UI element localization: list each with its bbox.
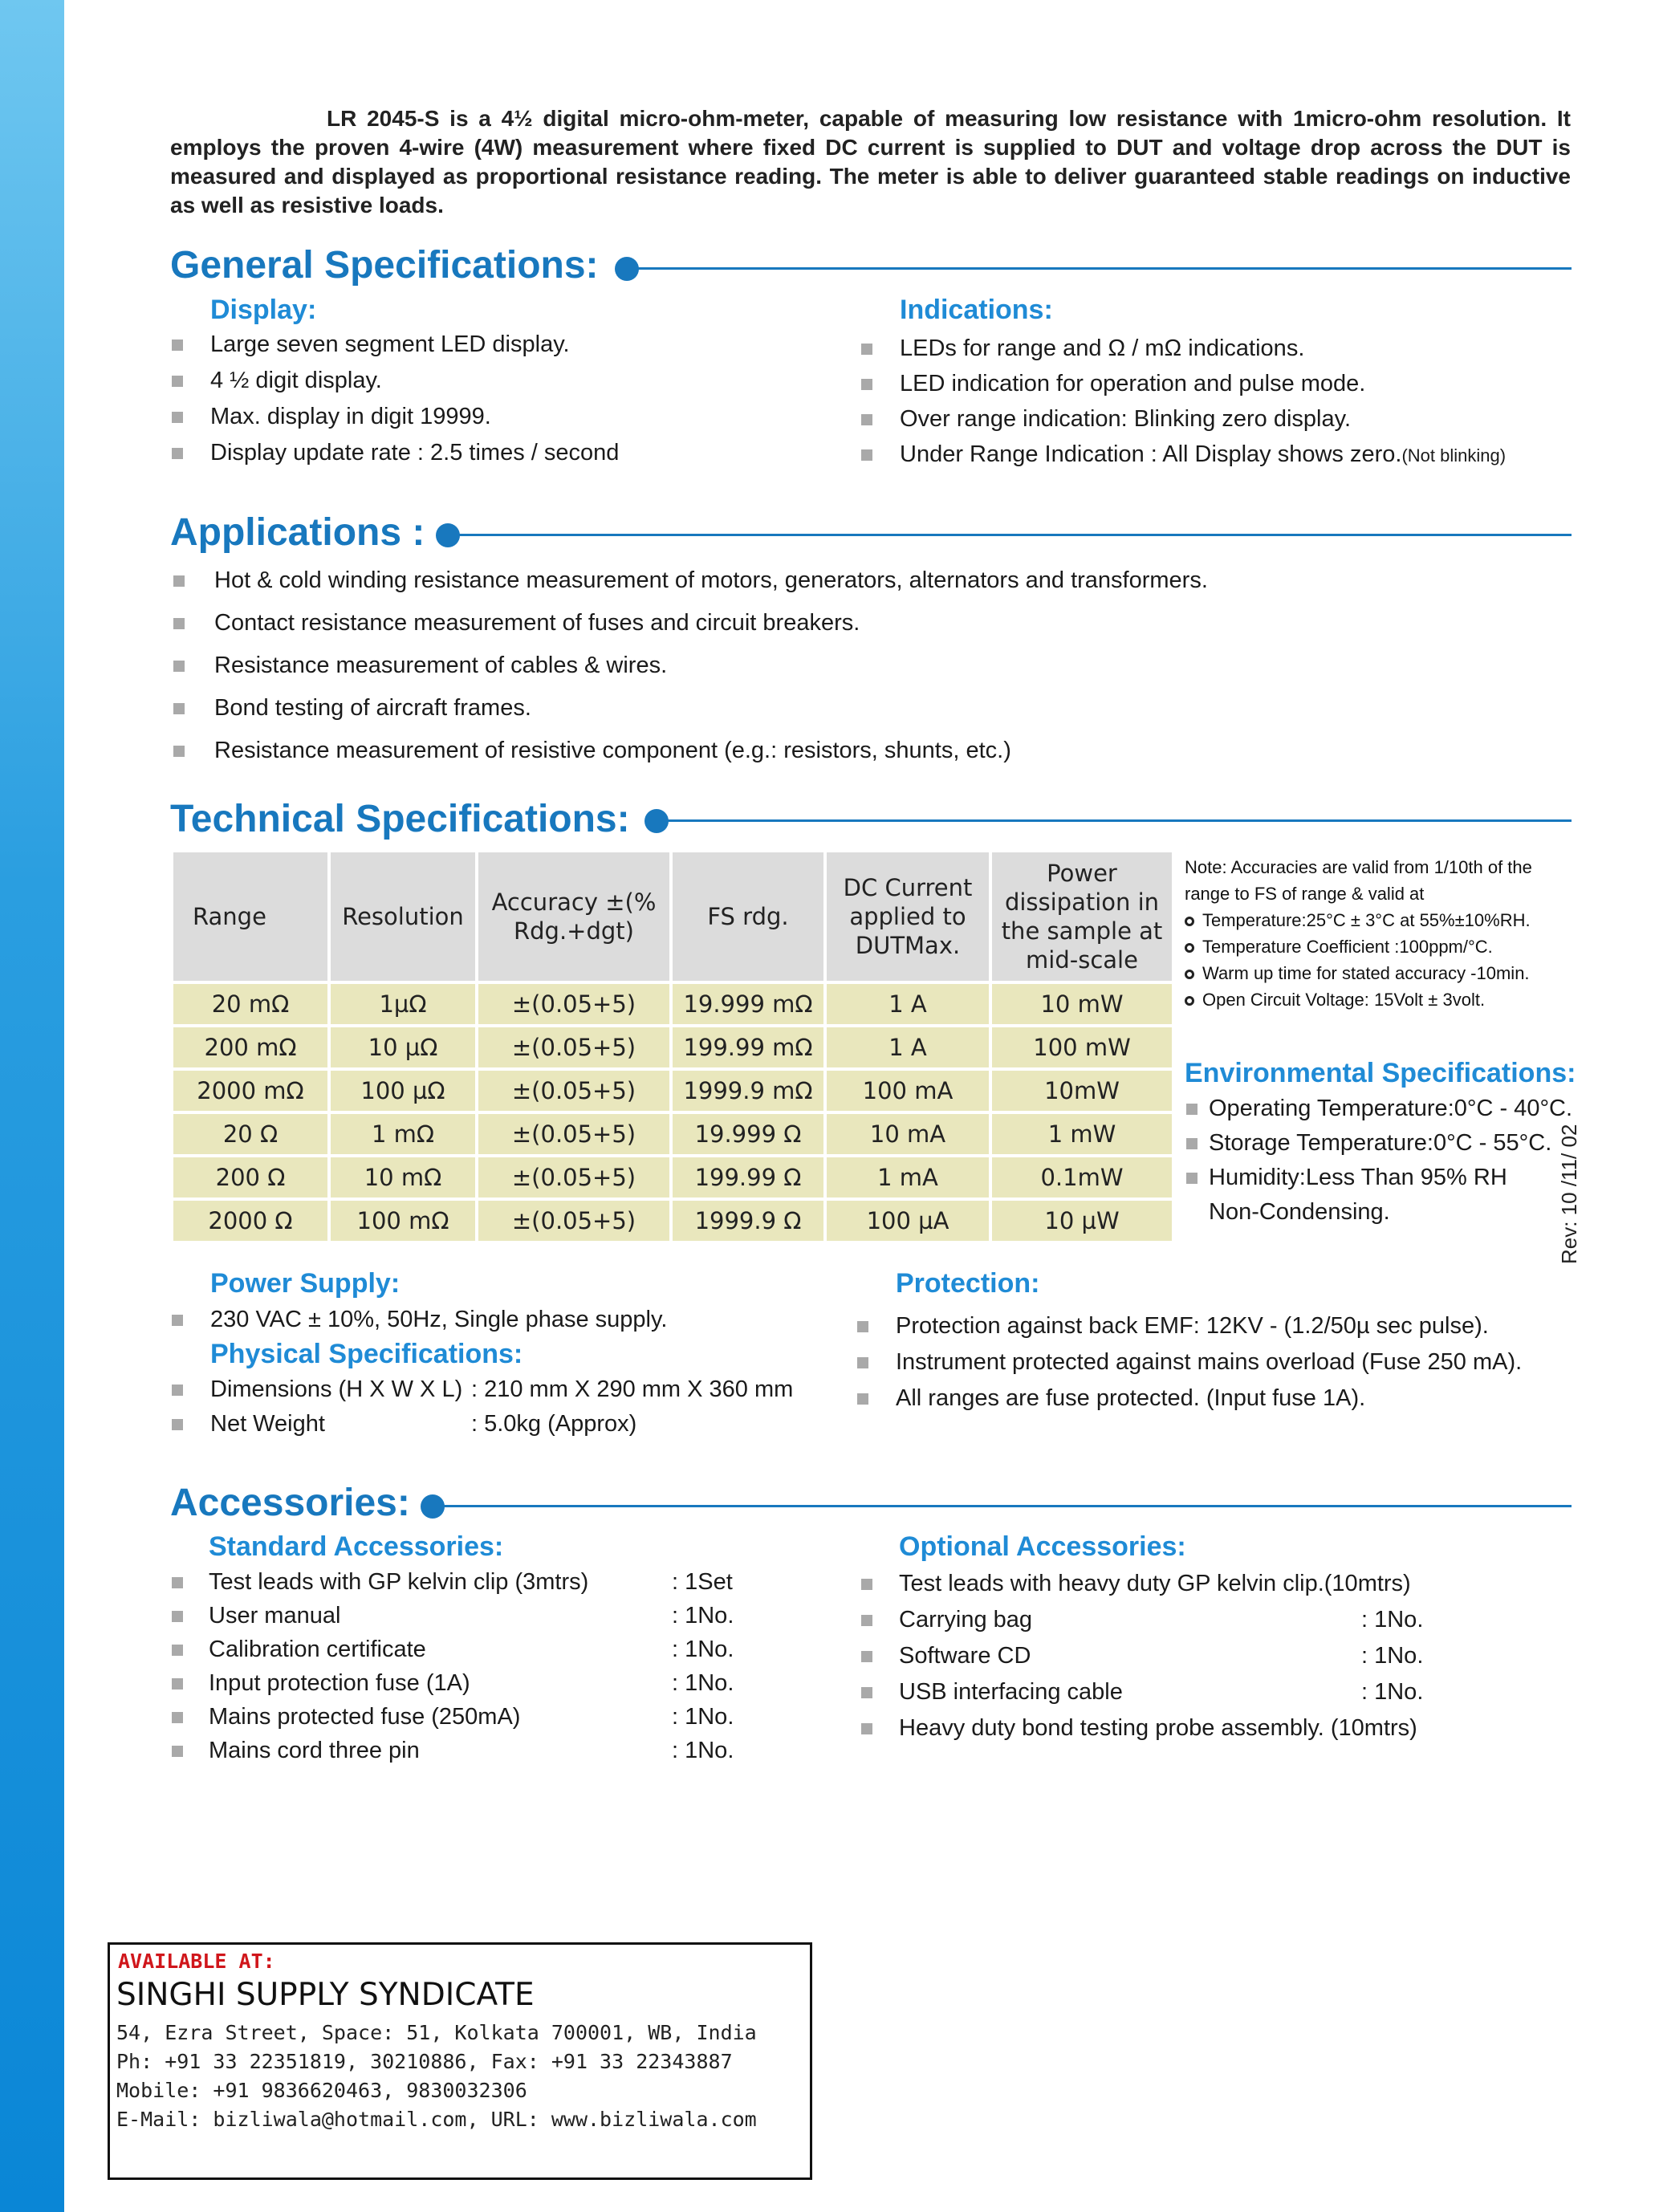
- note-item: Temperature Coefficient :100ppm/°C.: [1185, 937, 1493, 958]
- table-cell: ±(0.05+5): [478, 1201, 669, 1241]
- table-cell: 1999.9 mΩ: [673, 1071, 823, 1111]
- accuracy-note-line2: range to FS of range & valid at: [1185, 884, 1425, 904]
- table-row: [173, 1157, 1172, 1197]
- protection-subtitle: Protection:: [896, 1268, 1040, 1299]
- square-bullet-icon: [172, 1577, 183, 1588]
- table-cell: 10 mW: [992, 984, 1172, 1024]
- table-cell: 100 mA: [827, 1071, 989, 1111]
- square-bullet-icon: [172, 1315, 183, 1326]
- intro-paragraph: LR 2045-S is a 4½ digital micro-ohm-meter, capable of measuring low resistance with 1micro-ohm resolution. It employs the proven 4-wire (4W) measurement where fixed DC current is supplied to DUT and voltage drop across the DUT is measured and displayed as proportional resistance reading. The meter is able to deliver guaranteed stable readings on inductive as well as resistive loads.: [170, 106, 1571, 218]
- square-bullet-icon: [172, 1385, 183, 1396]
- square-bullet-icon: [172, 1712, 183, 1723]
- square-bullet-icon: [172, 1678, 183, 1689]
- square-bullet-icon: [172, 376, 183, 387]
- square-bullet-icon: [861, 344, 872, 355]
- optional-accessories-subtitle: Optional Accessories:: [899, 1531, 1186, 1562]
- general-specifications-title: General Specifications:: [170, 244, 599, 287]
- note-item: Temperature:25°C ± 3°C at 55%±10%RH.: [1185, 910, 1531, 931]
- square-bullet-icon: [173, 575, 185, 587]
- table-cell: 0.1mW: [992, 1157, 1172, 1197]
- accessories-title: Accessories:: [170, 1482, 410, 1524]
- circle-bullet-icon: [1185, 996, 1194, 1006]
- square-bullet-icon: [861, 1723, 872, 1734]
- available-at-label: AVAILABLE AT:: [118, 1950, 275, 1973]
- table-cell: 1µΩ: [331, 984, 475, 1024]
- note-item: Warm up time for stated accuracy -10min.: [1185, 963, 1530, 984]
- table-cell: 1999.9 Ω: [673, 1201, 823, 1241]
- left-decorative-bar: [0, 0, 64, 2212]
- physical-subtitle: Physical Specifications:: [210, 1339, 523, 1369]
- table-cell: 2000 mΩ: [173, 1071, 327, 1111]
- table-row: [173, 1114, 1172, 1154]
- revision-label: Rev: 10 /11/ 02: [1557, 1124, 1581, 1264]
- table-cell: ±(0.05+5): [478, 1027, 669, 1067]
- table-cell: 1 mA: [827, 1157, 989, 1197]
- square-bullet-icon: [857, 1321, 868, 1332]
- circle-bullet-icon: [1185, 943, 1194, 953]
- display-subtitle: Display:: [210, 295, 317, 325]
- table-cell: 100 mW: [992, 1027, 1172, 1067]
- circle-bullet-icon: [1185, 917, 1194, 926]
- applications-title: Applications :: [170, 511, 425, 554]
- table-cell: 100 mΩ: [331, 1201, 475, 1241]
- table-cell: 10 µW: [992, 1201, 1172, 1241]
- table-cell: 100 µΩ: [331, 1071, 475, 1111]
- square-bullet-icon: [857, 1393, 868, 1405]
- dealer-address: 54, Ezra Street, Space: 51, Kolkata 700001, WB, India: [116, 2021, 757, 2044]
- note-item: Open Circuit Voltage: 15Volt ± 3volt.: [1185, 990, 1485, 1010]
- indications-subtitle: Indications:: [900, 295, 1053, 325]
- accuracy-note-line1: Note: Accuracies are valid from 1/10th of the: [1185, 857, 1532, 877]
- table-cell: 1 mW: [992, 1114, 1172, 1154]
- square-bullet-icon: [861, 1579, 872, 1590]
- square-bullet-icon: [1186, 1138, 1197, 1149]
- header-fs-rdg: FS rdg.: [673, 852, 823, 981]
- dealer-box: [108, 1942, 812, 2180]
- header-range: Range: [173, 852, 327, 981]
- technical-specifications-title: Technical Specifications:: [170, 798, 630, 840]
- table-cell: 10 mA: [827, 1114, 989, 1154]
- table-cell: 10 mΩ: [331, 1157, 475, 1197]
- table-cell: 19.999 mΩ: [673, 984, 823, 1024]
- table-row: [173, 1027, 1172, 1067]
- table-cell: 199.99 Ω: [673, 1157, 823, 1197]
- square-bullet-icon: [1186, 1104, 1197, 1115]
- table-cell: 100 µA: [827, 1201, 989, 1241]
- header-power-dissipation: Power dissipation in the sample at mid-scale: [992, 852, 1172, 981]
- table-cell: 20 Ω: [173, 1114, 327, 1154]
- header-resolution: Resolution: [331, 852, 475, 981]
- table-cell: 20 mΩ: [173, 984, 327, 1024]
- table-cell: 19.999 Ω: [673, 1114, 823, 1154]
- square-bullet-icon: [861, 414, 872, 425]
- table-cell: 10mW: [992, 1071, 1172, 1111]
- square-bullet-icon: [172, 448, 183, 459]
- table-cell: 2000 Ω: [173, 1201, 327, 1241]
- technical-spec-table: [170, 849, 1175, 1244]
- dealer-email: E-Mail: bizliwala@hotmail.com, URL: www.bizliwala.com: [116, 2108, 757, 2131]
- dealer-phone: Ph: +91 33 22351819, 30210886, Fax: +91 33 22343887: [116, 2050, 733, 2073]
- square-bullet-icon: [173, 746, 185, 757]
- square-bullet-icon: [172, 1746, 183, 1757]
- square-bullet-icon: [172, 412, 183, 423]
- header-dc-current: DC Current applied to DUTMax.: [827, 852, 989, 981]
- table-cell: ±(0.05+5): [478, 984, 669, 1024]
- header-accuracy: Accuracy ±(% Rdg.+dgt): [478, 852, 669, 981]
- square-bullet-icon: [172, 1645, 183, 1656]
- section-rule: [634, 267, 1572, 270]
- table-row: [173, 984, 1172, 1024]
- square-bullet-icon: [172, 340, 183, 351]
- table-cell: 1 A: [827, 984, 989, 1024]
- square-bullet-icon: [861, 1615, 872, 1626]
- standard-accessories-subtitle: Standard Accessories:: [209, 1531, 504, 1562]
- square-bullet-icon: [173, 618, 185, 629]
- square-bullet-icon: [172, 1611, 183, 1622]
- square-bullet-icon: [173, 703, 185, 714]
- square-bullet-icon: [861, 449, 872, 461]
- power-supply-subtitle: Power Supply:: [210, 1268, 401, 1299]
- square-bullet-icon: [173, 661, 185, 672]
- table-cell: ±(0.05+5): [478, 1157, 669, 1197]
- dealer-mobile: Mobile: +91 9836620463, 9830032306: [116, 2079, 527, 2102]
- square-bullet-icon: [861, 379, 872, 390]
- table-cell: 1 A: [827, 1027, 989, 1067]
- table-cell: 199.99 mΩ: [673, 1027, 823, 1067]
- square-bullet-icon: [861, 1687, 872, 1698]
- table-cell: 200 mΩ: [173, 1027, 327, 1067]
- table-header-row: [173, 852, 1172, 981]
- square-bullet-icon: [857, 1357, 868, 1368]
- section-rule: [455, 534, 1572, 536]
- section-rule: [440, 1505, 1572, 1507]
- square-bullet-icon: [861, 1651, 872, 1662]
- table-row: [173, 1071, 1172, 1111]
- table-cell: 1 mΩ: [331, 1114, 475, 1154]
- table-cell: ±(0.05+5): [478, 1114, 669, 1154]
- section-rule: [664, 819, 1572, 822]
- table-cell: 200 Ω: [173, 1157, 327, 1197]
- table-row: [173, 1201, 1172, 1241]
- table-cell: ±(0.05+5): [478, 1071, 669, 1111]
- table-cell: 10 µΩ: [331, 1027, 475, 1067]
- square-bullet-icon: [1186, 1173, 1197, 1184]
- environmental-subtitle: Environmental Specifications:: [1185, 1058, 1576, 1088]
- circle-bullet-icon: [1185, 970, 1194, 979]
- dealer-name: SINGHI SUPPLY SYNDICATE: [116, 1977, 535, 2013]
- square-bullet-icon: [172, 1419, 183, 1430]
